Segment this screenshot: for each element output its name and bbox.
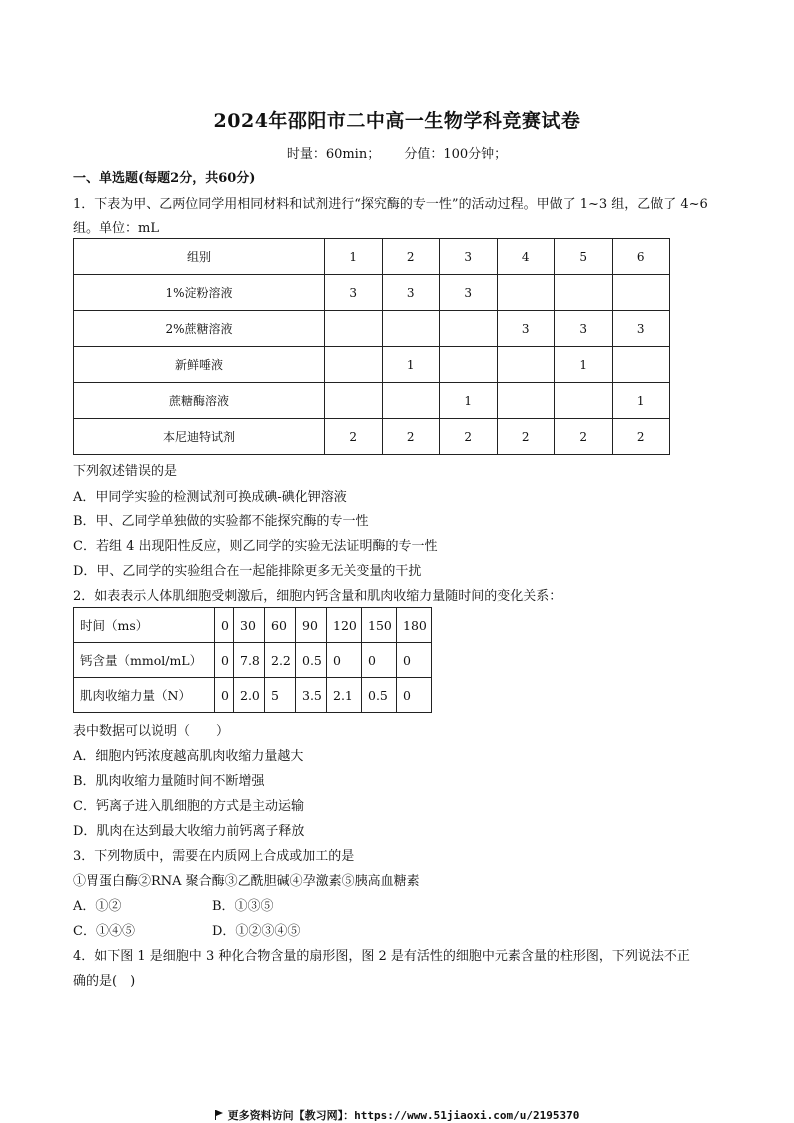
q4-stem-line1: 4．如下图 1 是细胞中 3 种化合物含量的扇形图，图 2 是有活性的细胞中元素含量的柱形图，下列说法不正 xyxy=(73,949,690,964)
q3-items: ①胃蛋白酶②RNA 聚合酶③乙酰胆碱④孕激素⑤胰高血糖素 xyxy=(73,874,420,889)
flag-icon xyxy=(215,1110,224,1120)
table-cell: 蔗糖酶溶液 xyxy=(74,383,325,419)
table-cell: 钙含量（mmol/mL） xyxy=(74,643,215,678)
table-cell: 30 xyxy=(234,608,265,643)
table-cell: 3 xyxy=(325,275,383,311)
exam-meta xyxy=(0,143,794,162)
table-row xyxy=(74,239,670,275)
table-header-cell: 5 xyxy=(555,239,613,275)
table-cell: 90 xyxy=(296,608,327,643)
q2-table xyxy=(73,607,432,713)
table-cell: 3 xyxy=(440,275,498,311)
table-cell: 0 xyxy=(362,643,397,678)
table-cell: 150 xyxy=(362,608,397,643)
table-cell xyxy=(555,383,613,419)
table-cell: 3.5 xyxy=(296,678,327,713)
exam-title: 2024年邵阳市二中高一生物学科竞赛试卷 xyxy=(213,110,581,132)
q1-prompt: 下列叙述错误的是 xyxy=(73,464,178,479)
exam-time: 时量：60min； xyxy=(286,147,381,162)
table-cell: 7.8 xyxy=(234,643,265,678)
table-header-cell: 1 xyxy=(325,239,383,275)
table-cell: 2%蔗糖溶液 xyxy=(74,311,325,347)
table-cell: 0 xyxy=(397,643,432,678)
q1-option-d: D．甲、乙同学的实验组合在一起能排除更多无关变量的干扰 xyxy=(73,564,422,579)
table-cell: 2 xyxy=(325,419,383,455)
table-cell xyxy=(612,347,670,383)
q2-option-d: D．肌肉在达到最大收缩力前钙离子释放 xyxy=(73,824,305,839)
table-cell xyxy=(497,347,555,383)
table-cell: 0.5 xyxy=(362,678,397,713)
section-heading: 一、单选题(每题2分，共60分) xyxy=(73,171,256,186)
footer-link[interactable]: 更多资料访问【教习网】：https://www.51jiaoxi.com/u/2195370 xyxy=(227,1109,580,1122)
q3-option-a: A．①② xyxy=(73,899,122,914)
table-cell: 0 xyxy=(215,608,234,643)
table-cell: 60 xyxy=(265,608,296,643)
table-cell: 3 xyxy=(612,311,670,347)
q2-option-b: B．肌肉收缩力量随时间不断增强 xyxy=(73,774,265,789)
table-cell: 2 xyxy=(555,419,613,455)
q2-option-a: A．细胞内钙浓度越高肌肉收缩力量越大 xyxy=(73,749,304,764)
table-cell: 5 xyxy=(265,678,296,713)
table-cell: 0 xyxy=(215,643,234,678)
table-cell xyxy=(325,347,383,383)
table-cell: 120 xyxy=(327,608,362,643)
table-cell: 2 xyxy=(612,419,670,455)
q1-stem-line1: 1．下表为甲、乙两位同学用相同材料和试剂进行“探究酶的专一性”的活动过程。甲做了 1~3 组，乙做了 4~6 xyxy=(73,197,708,212)
q1-option-c: C．若组 4 出现阳性反应，则乙同学的实验无法证明酶的专一性 xyxy=(73,539,438,554)
table-row xyxy=(74,608,432,643)
table-header-cell: 4 xyxy=(497,239,555,275)
table-cell: 2 xyxy=(440,419,498,455)
table-row xyxy=(74,643,432,678)
table-cell xyxy=(440,347,498,383)
table-cell xyxy=(325,383,383,419)
q1-stem-line2: 组。单位：mL xyxy=(73,221,159,236)
q3-option-b: B．①③⑤ xyxy=(212,899,274,914)
table-row xyxy=(74,275,670,311)
table-cell: 0.5 xyxy=(296,643,327,678)
table-cell xyxy=(382,383,440,419)
table-cell xyxy=(497,275,555,311)
table-cell: 2 xyxy=(497,419,555,455)
table-cell: 3 xyxy=(497,311,555,347)
table-row xyxy=(74,678,432,713)
table-cell: 0 xyxy=(327,643,362,678)
table-cell: 本尼迪特试剂 xyxy=(74,419,325,455)
q3-option-d: D．①②③④⑤ xyxy=(212,924,301,939)
table-header-cell: 6 xyxy=(612,239,670,275)
table-cell: 2.2 xyxy=(265,643,296,678)
table-cell: 1 xyxy=(612,383,670,419)
table-cell: 3 xyxy=(382,275,440,311)
table-cell: 0 xyxy=(397,678,432,713)
q3-stem: 3．下列物质中，需要在内质网上合成或加工的是 xyxy=(73,849,355,864)
table-row xyxy=(74,311,670,347)
q1-table xyxy=(73,238,670,455)
q3-option-c: C．①④⑤ xyxy=(73,924,135,939)
table-cell: 1%淀粉溶液 xyxy=(74,275,325,311)
table-cell xyxy=(325,311,383,347)
table-cell xyxy=(612,275,670,311)
table-cell xyxy=(497,383,555,419)
q4-stem-line2: 确的是( ) xyxy=(73,974,136,989)
table-cell: 时间（ms） xyxy=(74,608,215,643)
q2-stem: 2．如表表示人体肌细胞受刺激后，细胞内钙含量和肌肉收缩力量随时间的变化关系： xyxy=(73,589,563,604)
table-row xyxy=(74,383,670,419)
table-cell xyxy=(555,275,613,311)
table-cell: 0 xyxy=(215,678,234,713)
table-row xyxy=(74,419,670,455)
q2-option-c: C．钙离子进入肌细胞的方式是主动运输 xyxy=(73,799,304,814)
table-header-cell: 组别 xyxy=(74,239,325,275)
table-cell: 1 xyxy=(440,383,498,419)
table-cell: 肌肉收缩力量（N） xyxy=(74,678,215,713)
table-cell xyxy=(382,311,440,347)
q2-prompt: 表中数据可以说明（ ） xyxy=(73,724,230,739)
table-cell xyxy=(440,311,498,347)
table-row xyxy=(74,347,670,383)
table-cell: 1 xyxy=(382,347,440,383)
table-cell: 1 xyxy=(555,347,613,383)
q1-option-a: A．甲同学实验的检测试剂可换成碘-碘化钾溶液 xyxy=(73,490,347,505)
footer xyxy=(0,1107,794,1123)
table-cell: 2.0 xyxy=(234,678,265,713)
table-header-cell: 2 xyxy=(382,239,440,275)
exam-score: 分值：100分钟； xyxy=(404,147,508,162)
table-cell: 2.1 xyxy=(327,678,362,713)
table-cell: 新鲜唾液 xyxy=(74,347,325,383)
table-cell: 3 xyxy=(555,311,613,347)
q1-option-b: B．甲、乙同学单独做的实验都不能探究酶的专一性 xyxy=(73,514,369,529)
table-cell: 2 xyxy=(382,419,440,455)
table-cell: 180 xyxy=(397,608,432,643)
table-header-cell: 3 xyxy=(440,239,498,275)
